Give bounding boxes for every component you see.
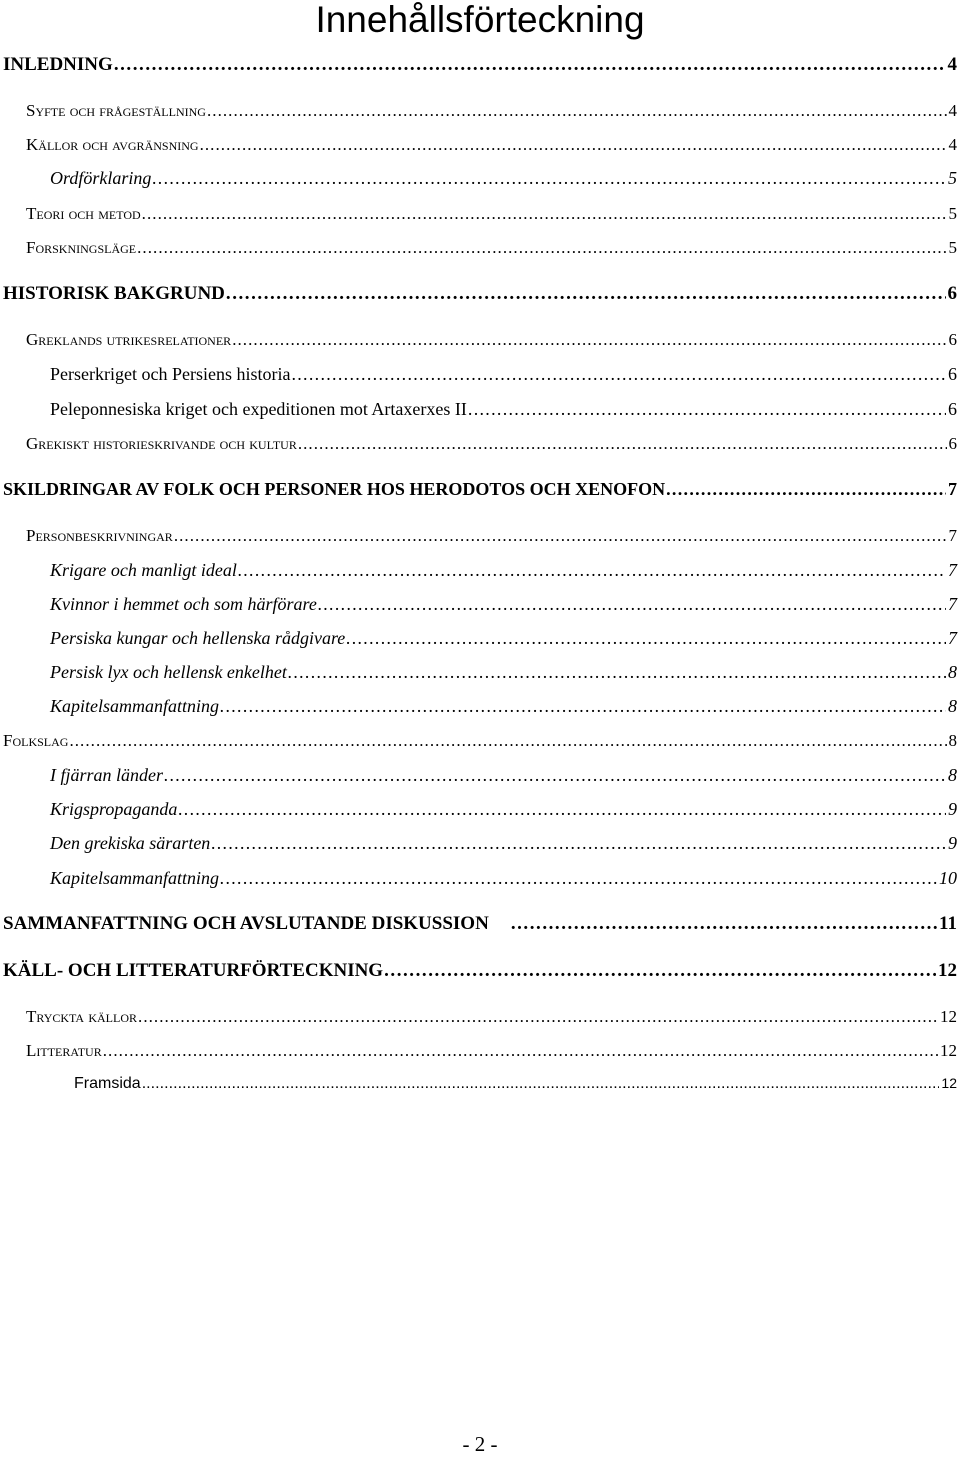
- toc-entry-page: 6: [948, 399, 957, 419]
- toc-leader: [69, 731, 946, 751]
- toc-entry[interactable]: [50, 662, 957, 683]
- toc-entry-page: 9: [948, 833, 957, 853]
- toc-entry[interactable]: [26, 204, 957, 224]
- toc-entry-label: Persisk lyx och hellensk enkelhet: [50, 662, 287, 682]
- toc-entry-page: 4: [947, 54, 957, 75]
- toc-entry[interactable]: [50, 833, 957, 854]
- toc-leader: [178, 799, 946, 820]
- toc-entry[interactable]: [26, 330, 957, 350]
- toc-entry-page: 6: [948, 364, 957, 384]
- toc-entry-label: I fjärran länder: [50, 765, 164, 785]
- toc-entry[interactable]: [50, 868, 957, 889]
- toc-entry-page: 7: [948, 479, 957, 499]
- toc-entry[interactable]: [26, 238, 957, 258]
- toc-leader: [298, 434, 947, 454]
- toc-entry-page: 8: [948, 662, 957, 682]
- toc-leader: [220, 868, 937, 889]
- toc-entry-label: Greklands utrikesrelationer: [26, 330, 232, 349]
- toc-entry[interactable]: [50, 628, 957, 649]
- toc-entry[interactable]: [50, 594, 957, 615]
- toc-entry[interactable]: [3, 54, 957, 76]
- toc-leader: [288, 662, 946, 683]
- toc-entry-page: 12: [938, 960, 957, 981]
- toc-entry-page: 4: [948, 135, 957, 154]
- toc-entry-label: KÄLL- OCH LITTERATURFÖRTECKNING: [3, 960, 384, 981]
- toc-entry[interactable]: [50, 765, 957, 786]
- toc-entry-page: 9: [948, 799, 957, 819]
- toc-entry[interactable]: [3, 913, 957, 935]
- toc-leader: [142, 1075, 940, 1093]
- toc-entry[interactable]: [50, 168, 957, 189]
- toc-entry[interactable]: [26, 434, 957, 454]
- toc-entry-label: Kapitelsammanfattning: [50, 696, 220, 716]
- toc-entry-page: 5: [948, 238, 957, 257]
- toc-entry-label: Forskningsläge: [26, 238, 137, 257]
- page-number: - 2 -: [462, 1432, 498, 1456]
- toc-entry-label: Grekiskt historieskrivande och kultur: [26, 434, 297, 453]
- toc-entry-label: Personbeskrivningar: [26, 526, 173, 545]
- toc-leader: [511, 913, 937, 935]
- toc-entry-label: Källor och avgränsning: [26, 135, 199, 154]
- toc-entry[interactable]: [3, 960, 957, 982]
- toc-entry-label: Krigspropaganda: [50, 799, 178, 819]
- toc-entry-page: 6: [948, 330, 957, 349]
- toc-entry-page: 8: [948, 731, 957, 750]
- toc-entry[interactable]: [50, 399, 957, 420]
- toc-entry-page: 7: [948, 628, 957, 648]
- toc-entry-label: SAMMANFATTNING OCH AVSLUTANDE DISKUSSION: [3, 913, 489, 934]
- toc-entry-label: HISTORISK BAKGRUND: [3, 283, 225, 304]
- toc-entry-label: Syfte och frågeställning: [26, 101, 206, 120]
- toc-entry[interactable]: [26, 135, 957, 155]
- toc-entry-page: 12: [940, 1007, 957, 1026]
- toc-entry-label: Framsida: [74, 1075, 141, 1092]
- toc-entry-page: 6: [948, 434, 957, 453]
- toc-leader: [200, 135, 947, 155]
- toc-entry-label: Perserkriget och Persiens historia: [50, 364, 291, 384]
- toc-entry-page: 10: [939, 868, 957, 888]
- toc-leader: [174, 526, 947, 546]
- page-title: Innehållsförteckning: [315, 0, 645, 40]
- toc-entry-label: SKILDRINGAR AV FOLK OCH PERSONER HOS HERODOTOS OCH XENOFON: [3, 479, 666, 499]
- toc-leader: [137, 238, 946, 258]
- toc-leader: [142, 204, 947, 224]
- toc-leader: [114, 54, 946, 76]
- toc-leader: [207, 101, 947, 121]
- toc-leader: [291, 364, 946, 385]
- toc-entry[interactable]: [3, 283, 957, 305]
- toc-leader: [346, 628, 946, 649]
- toc-leader: [164, 765, 946, 786]
- toc-leader: [318, 594, 946, 615]
- toc-entry-page: 7: [948, 560, 957, 580]
- toc-entry[interactable]: [26, 1007, 957, 1027]
- toc-entry-label: Kvinnor i hemmet och som härförare: [50, 594, 317, 614]
- toc-entry[interactable]: [26, 101, 957, 121]
- toc-entry-label: INLEDNING: [3, 54, 113, 75]
- toc-entry-label: Litteratur: [26, 1041, 102, 1060]
- toc-entry-page: 7: [948, 526, 957, 545]
- toc-entry-page: 8: [948, 765, 957, 785]
- toc-leader: [103, 1041, 938, 1061]
- toc-entry[interactable]: [74, 1075, 957, 1093]
- toc-entry-label: Den grekiska särarten: [50, 833, 211, 853]
- toc-leader: [468, 399, 946, 420]
- toc-entry-page: 5: [948, 168, 957, 188]
- toc-entry-label: Persiska kungar och hellenska rådgivare: [50, 628, 346, 648]
- toc-entry[interactable]: [50, 364, 957, 385]
- toc-entry-page: 6: [947, 283, 957, 304]
- toc-entry[interactable]: [26, 526, 957, 546]
- toc-leader: [666, 479, 946, 500]
- toc-entry[interactable]: [50, 696, 957, 717]
- toc-entry[interactable]: [3, 479, 957, 500]
- toc-entry-label: Teori och metod: [26, 204, 141, 223]
- toc-entry-label: Folkslag: [3, 731, 69, 750]
- toc-leader: [384, 960, 936, 982]
- toc-entry-page: 7: [948, 594, 957, 614]
- toc-leader: [232, 330, 946, 350]
- toc-leader: [138, 1007, 938, 1027]
- toc-entry-label: Tryckta källor: [26, 1007, 138, 1026]
- toc-leader: [226, 283, 946, 305]
- toc-entry-page: 5: [948, 204, 957, 223]
- toc-entry-label: Krigare och manligt ideal: [50, 560, 237, 580]
- toc-entry-page: 12: [941, 1075, 957, 1091]
- toc-entry-label: Kapitelsammanfattning: [50, 868, 220, 888]
- toc-entry[interactable]: [26, 1041, 957, 1061]
- toc-entry-label: Ordförklaring: [50, 168, 152, 188]
- toc-leader: [211, 833, 946, 854]
- toc-entry[interactable]: [50, 560, 957, 581]
- toc-leader: [152, 168, 946, 189]
- toc-entry[interactable]: [3, 731, 957, 751]
- toc-entry-page: 11: [939, 913, 957, 934]
- toc-entry-page: 12: [940, 1041, 957, 1060]
- toc-leader: [238, 560, 946, 581]
- toc-leader: [220, 696, 946, 717]
- toc-entry-label: Peleponnesiska kriget och expeditionen mot Artaxerxes II: [50, 399, 467, 419]
- toc-entry[interactable]: [50, 799, 957, 820]
- toc-entry-page: 4: [948, 101, 957, 120]
- toc-entry-page: 8: [948, 696, 957, 716]
